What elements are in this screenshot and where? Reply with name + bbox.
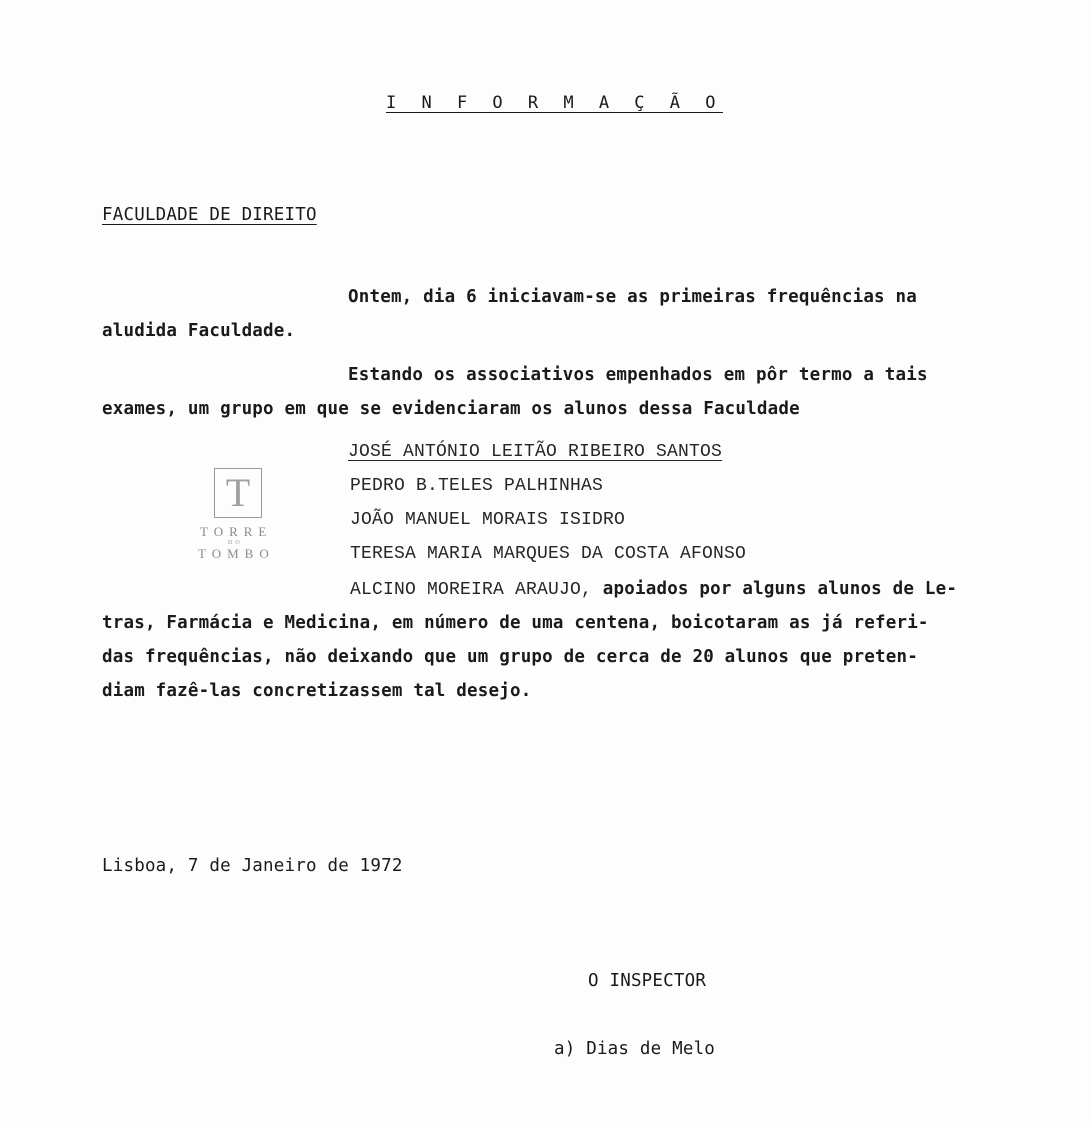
section-heading: FACULDADE DE DIREITO — [102, 205, 317, 225]
student-name-4: TERESA MARIA MARQUES DA COSTA AFONSO — [350, 544, 747, 564]
paragraph-3-line-1-rest: apoiados por alguns alunos de Le- — [592, 579, 958, 599]
paragraph-2-line-2: exames, um grupo em que se evidenciaram os alunos dessa Faculdade — [102, 399, 800, 419]
student-name-5: ALCINO MOREIRA ARAUJO, — [350, 580, 593, 600]
signature-name: a) Dias de Melo — [554, 1039, 716, 1059]
paragraph-3-line-1 — [350, 578, 957, 601]
student-name-3: JOÃO MANUEL MORAIS ISIDRO — [350, 510, 626, 530]
paragraph-1-line-1: Ontem, dia 6 iniciavam-se as primeiras frequências na — [348, 287, 918, 307]
paragraph-2-line-1: Estando os associativos empenhados em pôr termo a tais — [348, 365, 928, 385]
stamp-word-torre: TORRE — [200, 524, 273, 539]
paragraph-1-line-2: aludida Faculdade. — [102, 321, 296, 341]
paragraph-3-line-2: tras, Farmácia e Medicina, em número de uma centena, boicotaram as já referi- — [102, 613, 929, 633]
stamp-letter: T — [225, 470, 251, 515]
document-title: I N F O R M A Ç Ã O — [386, 93, 723, 113]
stamp-word-do: DO — [228, 540, 243, 546]
student-name-2: PEDRO B.TELES PALHINHAS — [350, 476, 604, 496]
paragraph-3-line-4: diam fazê-las concretizassem tal desejo. — [102, 681, 532, 701]
place-date: Lisboa, 7 de Janeiro de 1972 — [102, 856, 403, 876]
stamp-word-tombo: TOMBO — [198, 546, 275, 561]
torre-do-tombo-stamp — [196, 466, 300, 576]
student-name-1: JOSÉ ANTÓNIO LEITÃO RIBEIRO SANTOS — [348, 442, 723, 462]
paragraph-3-line-3: das frequências, não deixando que um grupo de cerca de 20 alunos que preten- — [102, 647, 918, 667]
signature-role: O INSPECTOR — [588, 971, 707, 991]
stamp-frame — [214, 468, 262, 518]
